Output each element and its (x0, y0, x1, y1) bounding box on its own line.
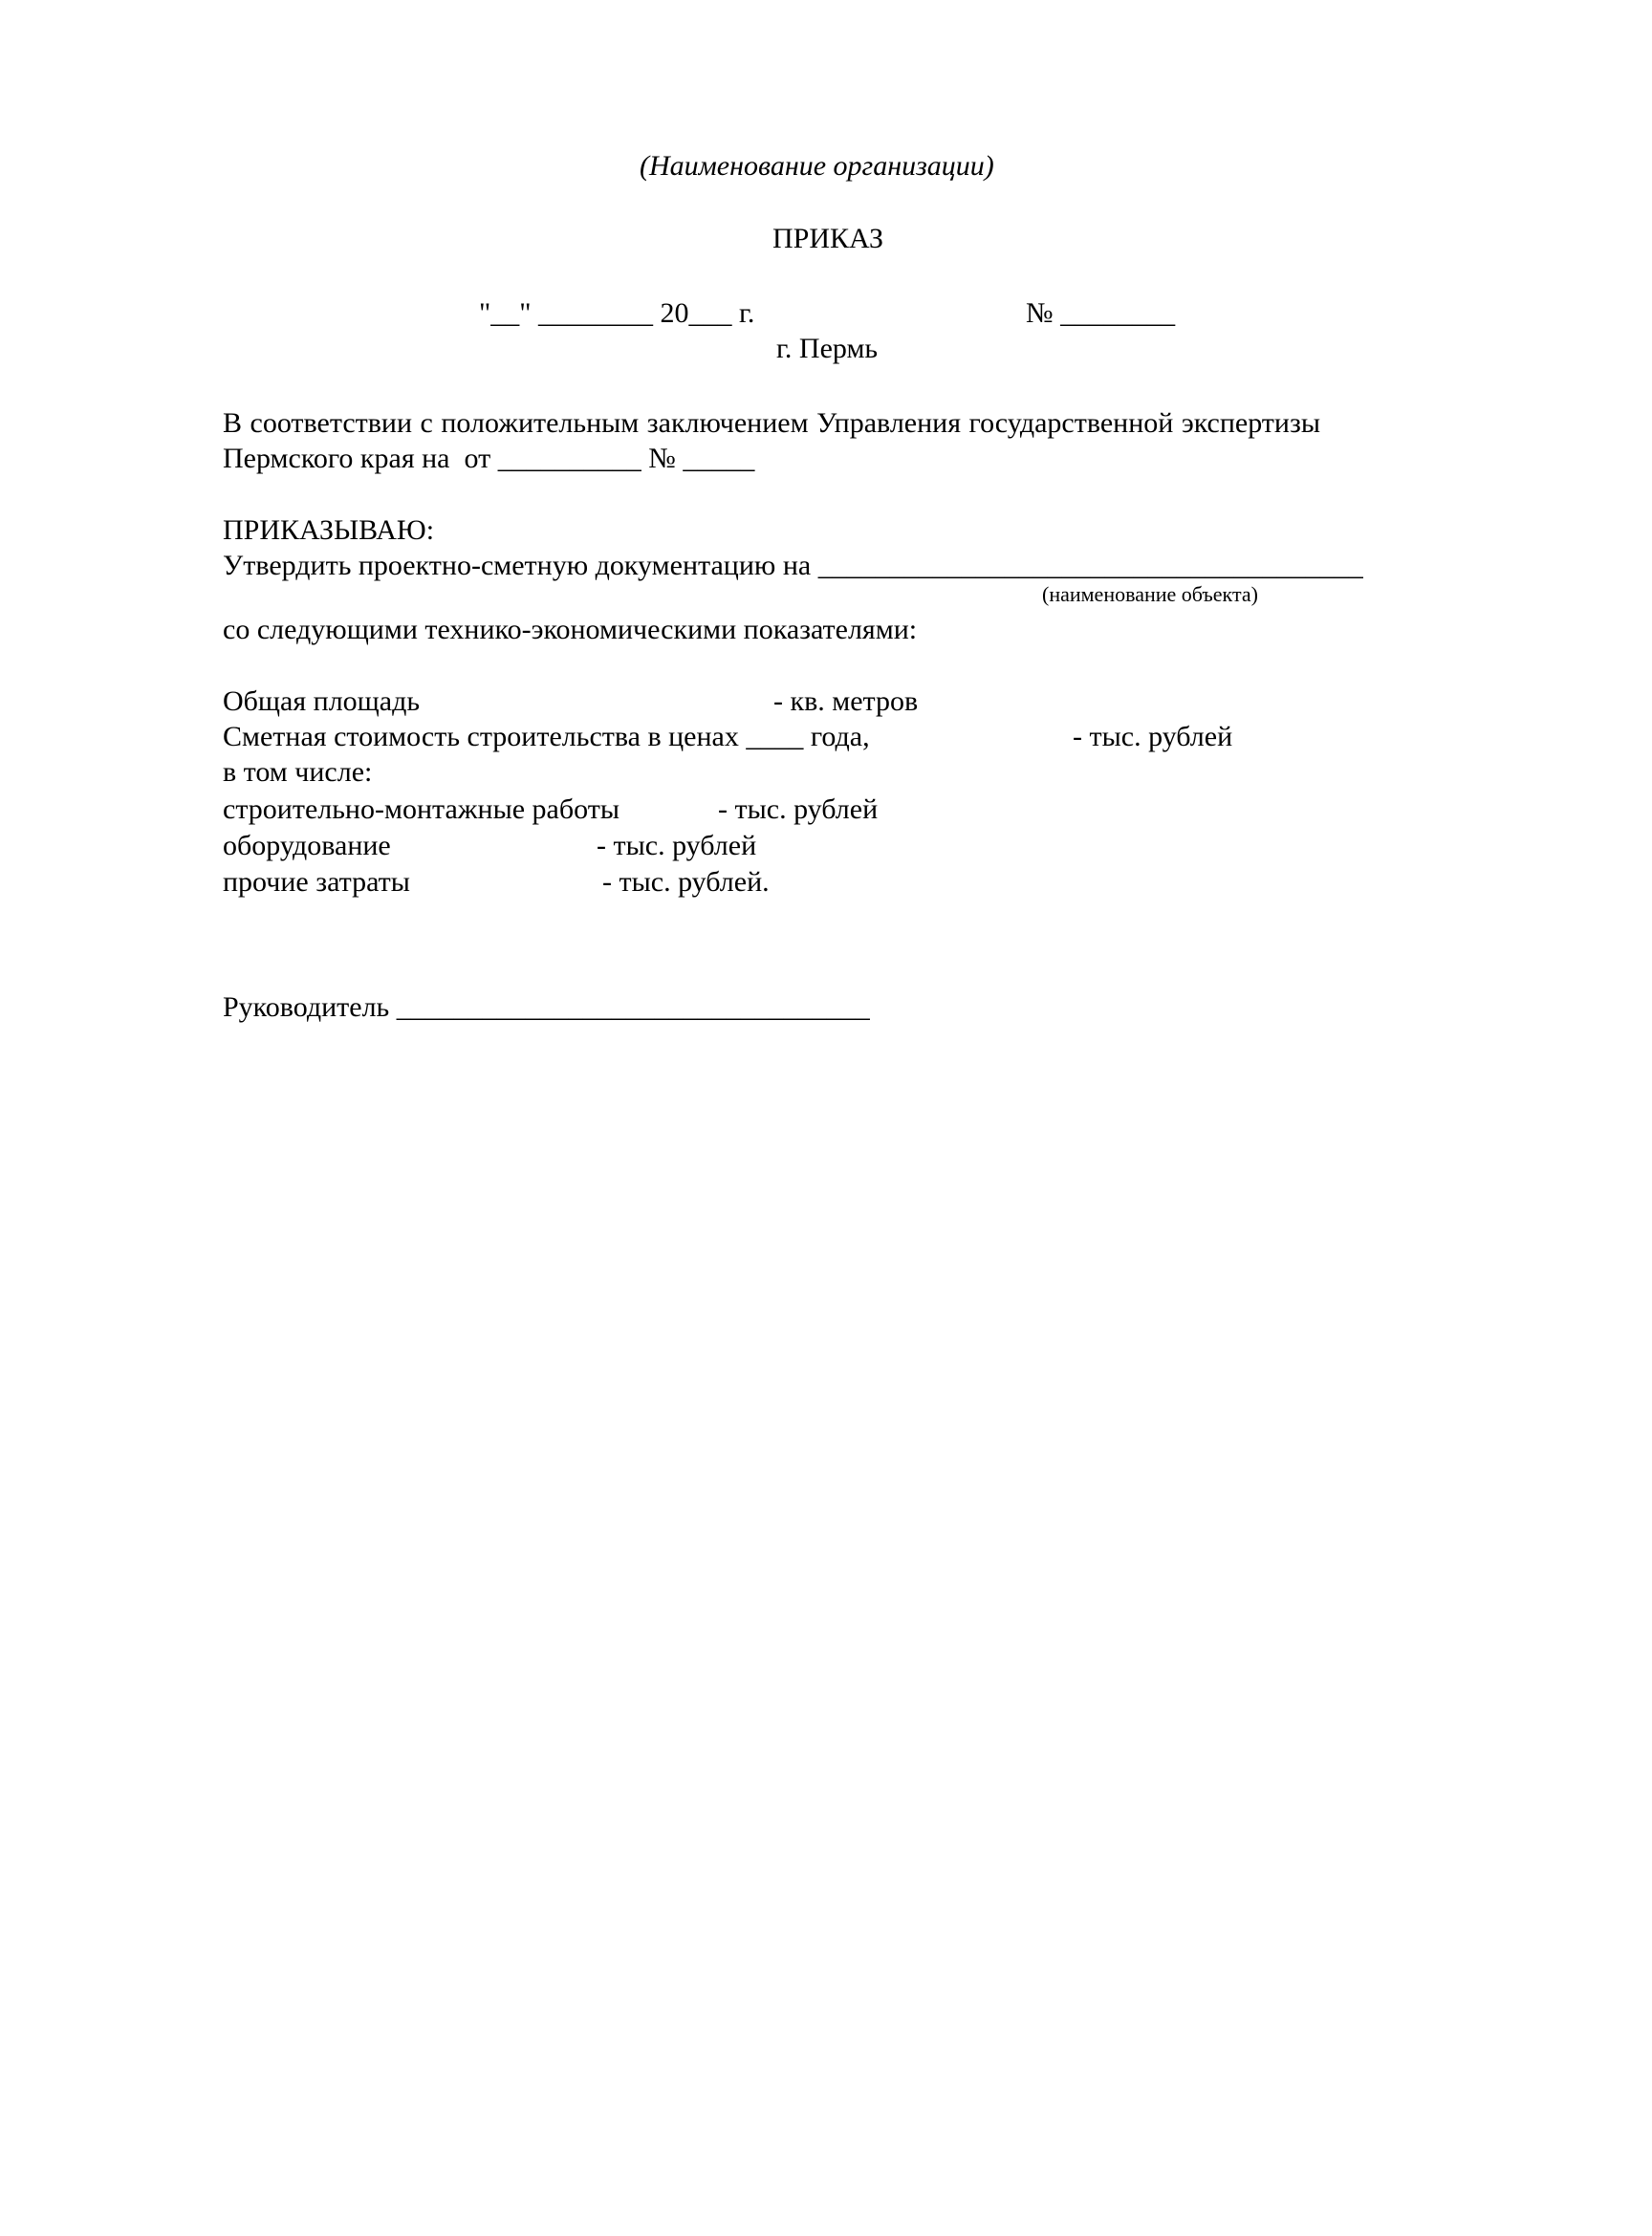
indicators-intro-line: со следующими технико-экономическими показателями: (223, 614, 918, 645)
other-costs-unit: - тыс. рублей. (602, 866, 770, 898)
construction-works-unit: - тыс. рублей (718, 793, 879, 825)
date-line: "__" ________ 20___ г. (479, 297, 755, 329)
approve-line: Утвердить проектно-сметную документацию на ______________________________________ (223, 550, 1363, 581)
signature-line: Руководитель _________________________________ (223, 991, 870, 1023)
equipment-unit: - тыс. рублей (597, 830, 757, 861)
document-number-line: № ________ (1026, 297, 1176, 329)
including-label: в том числе: (223, 756, 373, 788)
area-unit: - кв. метров (773, 685, 919, 717)
order-heading: ПРИКАЗЫВАЮ: (223, 514, 435, 546)
construction-works-label: строительно-монтажные работы (223, 793, 620, 825)
other-costs-label: прочие затраты (223, 866, 410, 898)
cost-label: Сметная стоимость строительства в ценах ____ года, (223, 721, 870, 752)
cost-unit: - тыс. рублей (1073, 721, 1233, 752)
document-title: ПРИКАЗ (772, 223, 883, 254)
preamble-line-1: В соответствии с положительным заключением Управления государственной экспертизы (223, 407, 1320, 439)
equipment-label: оборудование (223, 830, 391, 861)
object-name-caption: (наименование объекта) (1042, 582, 1258, 606)
area-label: Общая площадь (223, 685, 421, 717)
organization-name-placeholder: (Наименование организации) (640, 150, 994, 182)
preamble-line-2: Пермского края на от __________ № _____ (223, 443, 755, 474)
city-line: г. Пермь (776, 333, 879, 364)
